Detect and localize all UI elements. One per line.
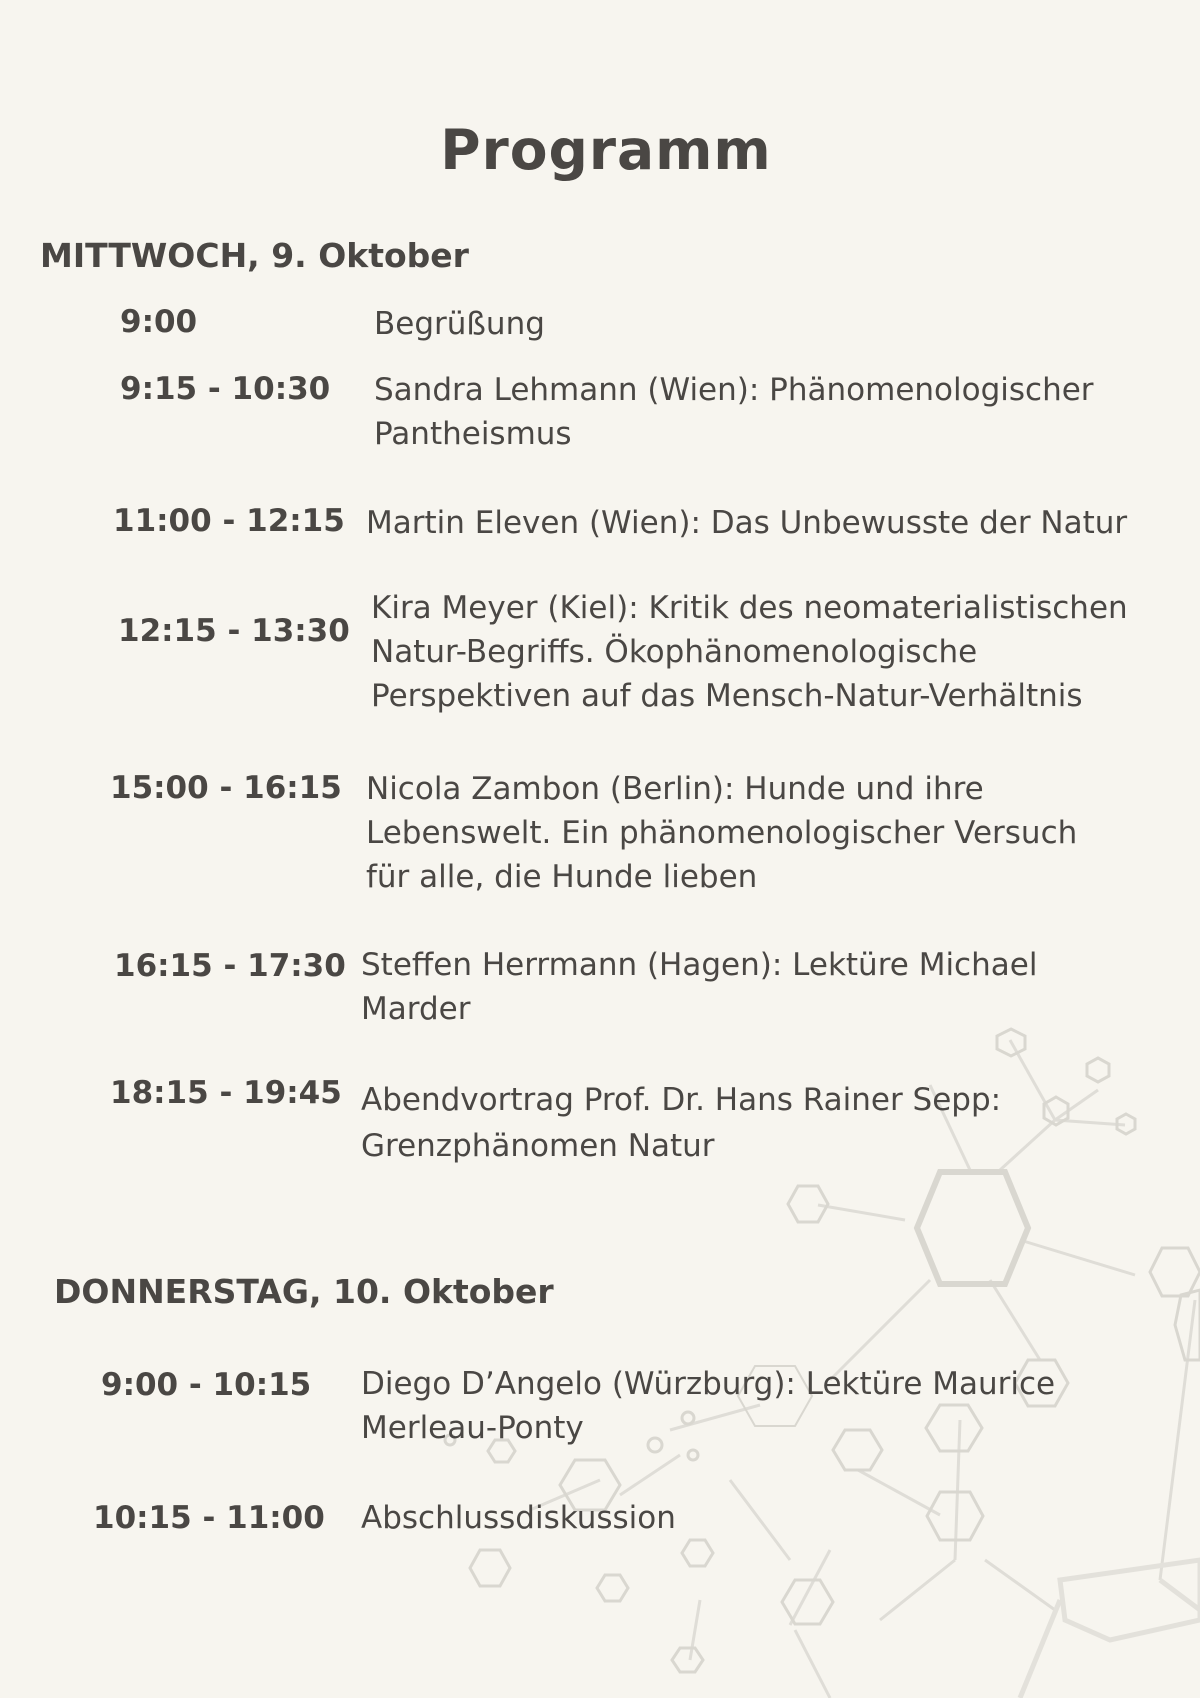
schedule-talk	[361, 1077, 1001, 1169]
talk-line: Natur-Begriffs. Ökophänomenologische	[371, 634, 978, 670]
schedule-talk	[374, 302, 545, 346]
talk-line: Begrüßung	[374, 306, 545, 342]
talk-line: Abschlussdiskussion	[361, 1500, 676, 1536]
talk-line: Martin Eleven (Wien): Das Unbewusste der Natur	[366, 505, 1128, 541]
day-heading-thursday: DONNERSTAG, 10. Oktober	[54, 1272, 554, 1311]
talk-line: Pantheismus	[374, 416, 572, 452]
schedule-time: 9:00 - 10:15	[101, 1367, 312, 1403]
talk-line: Perspektiven auf das Mensch-Natur-Verhältnis	[371, 678, 1083, 714]
schedule-time: 11:00 - 12:15	[113, 503, 345, 539]
talk-line: Diego D’Angelo (Würzburg): Lektüre Maurice	[361, 1366, 1056, 1402]
talk-line: Merleau-Ponty	[361, 1410, 584, 1446]
schedule-time: 9:00	[120, 304, 198, 340]
talk-line: Steffen Herrmann (Hagen): Lektüre Michael	[361, 947, 1038, 983]
talk-line: Abendvortrag Prof. Dr. Hans Rainer Sepp:	[361, 1082, 1002, 1118]
schedule-time: 9:15 - 10:30	[120, 371, 331, 407]
talk-line: Kira Meyer (Kiel): Kritik des neomaterialistischen	[371, 590, 1128, 626]
schedule-time: 15:00 - 16:15	[110, 770, 342, 806]
schedule-time: 10:15 - 11:00	[93, 1500, 325, 1536]
talk-line: Marder	[361, 991, 471, 1027]
schedule-time: 18:15 - 19:45	[110, 1075, 342, 1111]
talk-line: Nicola Zambon (Berlin): Hunde und ihre	[366, 771, 984, 807]
talk-line: Lebenswelt. Ein phänomenologischer Versuch	[366, 815, 1078, 851]
schedule-time: 16:15 - 17:30	[114, 948, 346, 984]
schedule-talk	[361, 1496, 676, 1540]
talk-line: für alle, die Hunde lieben	[366, 859, 758, 895]
talk-line: Grenzphänomen Natur	[361, 1128, 715, 1164]
page-title: Programm	[440, 118, 772, 182]
schedule-talk	[366, 501, 1127, 545]
talk-line: Sandra Lehmann (Wien): Phänomenologischer	[374, 372, 1094, 408]
schedule-talk	[361, 1362, 1055, 1450]
schedule-talk	[361, 943, 1037, 1031]
day-heading-wednesday: MITTWOCH, 9. Oktober	[40, 236, 469, 275]
schedule-talk	[366, 767, 1077, 899]
schedule-time: 12:15 - 13:30	[118, 613, 350, 649]
schedule-talk	[371, 586, 1128, 718]
schedule-talk	[374, 368, 1094, 456]
